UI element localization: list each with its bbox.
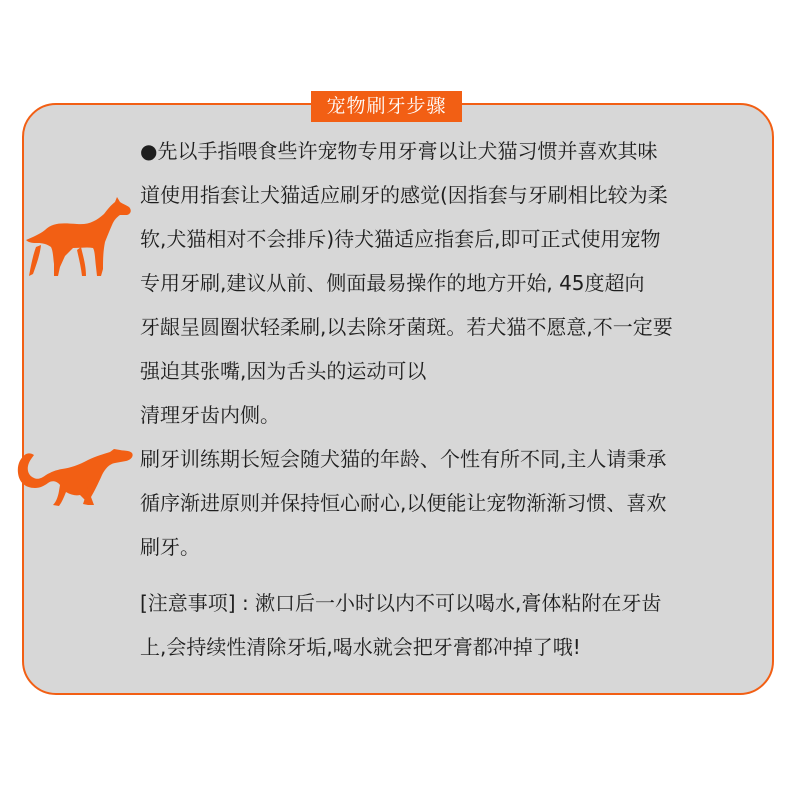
text-line: 牙龈呈圆圈状轻柔刷,以去除牙菌斑。若犬猫不愿意,不一定要 (140, 315, 673, 339)
text-line: 专用牙刷,建议从前、侧面最易操作的地方开始, 45度超向 (140, 271, 645, 295)
text-line: 上,会持续性清除牙垢,喝水就会把牙膏都冲掉了哦! (140, 635, 581, 659)
text-line: [注意事项] : 漱口后一小时以内不可以喝水,膏体粘附在牙齿 (140, 591, 662, 615)
title-tag: 宠物刷牙步骤 (311, 91, 462, 122)
paragraph-training (140, 437, 666, 569)
text-line: ●先以手指喂食些许宠物专用牙膏以让犬猫习惯并喜欢其味 (140, 139, 658, 163)
text-line: 循序渐进原则并保持恒心耐心,以便能让宠物渐渐习惯、喜欢 (140, 491, 667, 515)
text-line: 软,犬猫相对不会排斥)待犬猫适应指套后,即可正式使用宠物 (140, 227, 661, 251)
paragraph-method (140, 129, 673, 437)
text-line: 刷牙训练期长短会随犬猫的年龄、个性有所不同,主人请秉承 (140, 447, 667, 471)
text-line: 强迫其张嘴,因为舌头的运动可以 (140, 359, 427, 383)
text-line: 清理牙齿内侧。 (140, 403, 280, 427)
text-line: 道使用指套让犬猫适应刷牙的感觉(因指套与牙刷相比较为柔 (140, 183, 668, 207)
dog-silhouette-icon (23, 197, 133, 280)
paragraph-notice (140, 581, 661, 669)
ferret-silhouette-icon (16, 448, 136, 508)
text-line: 刷牙。 (140, 535, 200, 559)
